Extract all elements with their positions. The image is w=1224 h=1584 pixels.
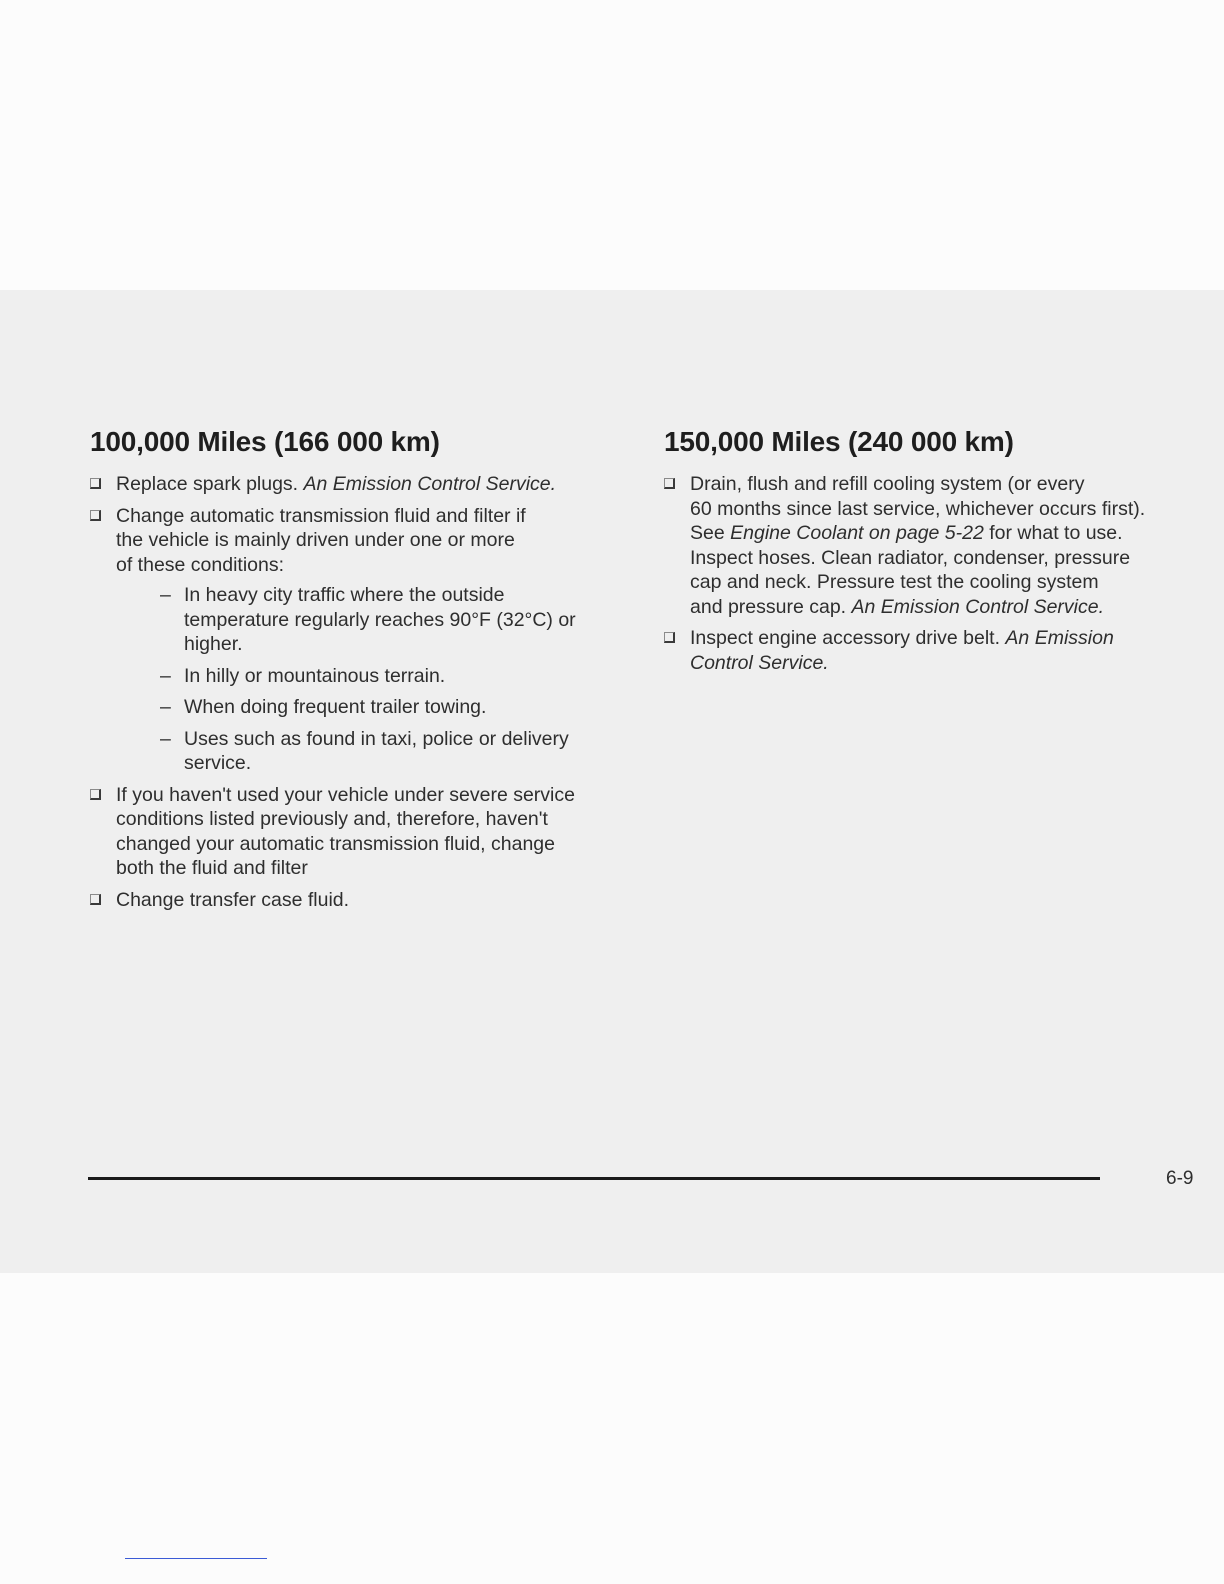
dash-bullet: –: [160, 584, 171, 606]
item-text: See: [690, 522, 731, 544]
checklist-item-cooling-system: [664, 472, 1194, 619]
condition-text-line: temperature regularly reaches 90°F (32°C) or: [184, 608, 576, 631]
item-text-line: 60 months since last service, whichever occurs first).: [690, 497, 1146, 520]
checklist-item-spark-plugs: [90, 472, 635, 497]
section-heading-150000-miles: 150,000 Miles (240 000 km): [664, 426, 1014, 457]
item-emission-note: An Emission: [1005, 627, 1114, 649]
condition-text-line: In heavy city traffic where the outside: [184, 584, 505, 606]
condition-trailer-towing: [160, 695, 635, 720]
item-text-line: [690, 626, 1194, 651]
checkbox-icon[interactable]: [90, 789, 101, 800]
condition-text-line: When doing frequent trailer towing.: [184, 696, 487, 718]
section-heading-100000-miles: 100,000 Miles (166 000 km): [90, 426, 440, 457]
checklist-item-fluid-and-filter: [90, 783, 635, 881]
item-text-line: If you haven't used your vehicle under severe service: [116, 783, 575, 806]
item-text-line: Drain, flush and refill cooling system (or every: [690, 473, 1085, 495]
maintenance-checklist-100000: [90, 472, 635, 912]
item-text-line: cap and neck. Pressure test the cooling system: [690, 571, 1099, 593]
item-text-line: Change transfer case fluid.: [116, 888, 350, 911]
item-text: and pressure cap.: [690, 595, 852, 618]
engine-coolant-reference[interactable]: Engine Coolant on page 5-22: [730, 522, 984, 544]
condition-hilly-terrain: [160, 664, 635, 689]
item-text: for what to use.: [983, 522, 1123, 544]
checkbox-icon[interactable]: [664, 632, 675, 643]
checkbox-icon[interactable]: [90, 510, 101, 521]
checklist-item-drive-belt: [664, 626, 1194, 675]
condition-text-line: Uses such as found in taxi, police or delivery: [184, 727, 569, 750]
item-emission-note: An Emission Control Service.: [303, 473, 557, 495]
item-text-line: [690, 595, 1194, 620]
maintenance-checklist-150000: [664, 472, 1194, 675]
checklist-item-transmission-fluid: [90, 504, 635, 776]
section-150000-miles: [664, 422, 1194, 682]
condition-taxi-police-delivery: [160, 727, 635, 776]
item-text-line: conditions listed previously and, therefore, haven't: [116, 808, 548, 830]
checklist-item-transfer-case: [90, 888, 635, 913]
item-text-line: [690, 651, 1194, 676]
section-100000-miles: [90, 422, 635, 919]
item-text-line: both the fluid and filter: [116, 857, 308, 879]
item-emission-note: An Emission Control Service.: [851, 595, 1105, 618]
checkbox-icon[interactable]: [664, 478, 675, 489]
condition-text-line: service.: [184, 752, 252, 774]
page-number: 6-9: [1166, 1168, 1194, 1189]
item-text-line: changed your automatic transmission fluid, change: [116, 832, 555, 855]
dash-bullet: –: [160, 696, 171, 718]
bottom-link-underline[interactable]: [125, 1558, 267, 1559]
item-text-line: Change automatic transmission fluid and filter if: [116, 504, 526, 527]
checkbox-icon[interactable]: [90, 478, 101, 489]
item-text-line: [690, 521, 1194, 546]
item-text: Inspect engine accessory drive belt.: [690, 627, 1006, 649]
checkbox-icon[interactable]: [90, 894, 101, 905]
item-text-line: the vehicle is mainly driven under one or more: [116, 529, 515, 551]
conditions-list: [116, 583, 635, 776]
condition-city-traffic: [160, 583, 635, 657]
item-emission-note: Control Service.: [690, 651, 829, 674]
footer-rule: [88, 1177, 1100, 1180]
condition-text-line: higher.: [184, 633, 243, 655]
dash-bullet: –: [160, 664, 171, 687]
item-text: Replace spark plugs.: [116, 473, 304, 495]
item-text-line: Inspect hoses. Clean radiator, condenser, pressure: [690, 546, 1131, 569]
condition-text-line: In hilly or mountainous terrain.: [184, 664, 446, 687]
item-text-line: of these conditions:: [116, 553, 285, 576]
dash-bullet: –: [160, 727, 171, 750]
